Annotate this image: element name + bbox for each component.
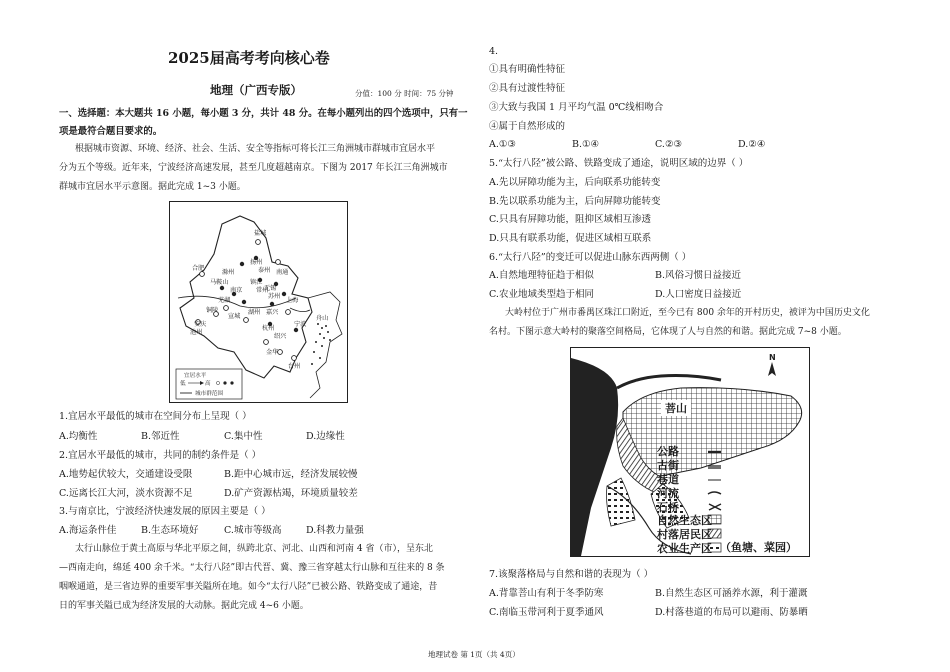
q6-option-a[interactable]: A.自然地理特征趋于相似 xyxy=(489,270,594,281)
map1-city-zhoushan: 舟山 xyxy=(316,315,329,322)
map1-city-suzhou: 苏州 xyxy=(268,293,281,300)
passage2-line4: 日的军事关隘已成为经济发展的大动脉。据此完成 4~6 小题。 xyxy=(59,601,309,611)
passage1-line3: 群城市宜居水平示意图。据此完成 1~3 小题。 xyxy=(59,182,246,192)
passage2-line3: 咽喉通道，是三省边界的重要军事关隘所在地。如今“太行八陉”已被公路、铁路变成了通途，昔 xyxy=(59,582,438,592)
north-arrow-label: N xyxy=(769,353,776,362)
map2-legend-lane: 巷道 xyxy=(657,473,679,486)
map1-legend-low: 低 xyxy=(180,381,186,387)
q1-option-d[interactable]: D.边缘性 xyxy=(306,431,345,442)
map1-city-hangzhou: 杭州 xyxy=(262,325,275,332)
q6-option-c[interactable]: C.农业地域类型趋于相同 xyxy=(489,289,594,300)
q6-stem: 6.“太行八陉”的变迁可以促进山脉东西两侧（ ） xyxy=(489,252,692,263)
map1-legend-title: 宜居水平 xyxy=(184,373,207,379)
q2-option-c[interactable]: C.远离长江大河，淡水资源不足 xyxy=(59,488,193,499)
exam-title: 2025届高考考向核心卷 xyxy=(168,49,330,67)
map1-city-nanjing: 南京 xyxy=(230,287,243,294)
q4-item-1: ①具有明确性特征 xyxy=(489,64,566,75)
q7-option-a[interactable]: A.背靠菩山有利于冬季防寒 xyxy=(489,588,604,599)
q4-option-b[interactable]: B.①④ xyxy=(572,139,600,150)
q3-stem: 3.与南京比，宁波经济快速发展的原因主要是（ ） xyxy=(59,506,271,517)
q4-item-4: ④属于自然形成的 xyxy=(489,121,566,132)
map1-city-nantong: 南通 xyxy=(276,269,289,276)
map1-city-yancheng: 盐城 xyxy=(254,230,267,237)
section-heading-line2: 项是最符合题目要求的。 xyxy=(59,126,163,137)
map1-city-taizhou-js: 泰州 xyxy=(258,267,271,274)
q3-option-d[interactable]: D.科教力量强 xyxy=(306,525,364,536)
q1-option-b[interactable]: B.邻近性 xyxy=(141,431,180,442)
map1-city-jinhua: 金华 xyxy=(266,349,279,356)
map2-mountain-label: 菩山 xyxy=(665,402,687,415)
passage1-line1: 根据城市资源、环境、经济、社会、生活、安全等指标可将长江三角洲城市群城市宜居水平 xyxy=(75,144,436,154)
map1-city-xuancheng: 宣城 xyxy=(228,313,241,320)
q5-option-a[interactable]: A.先以屏障功能为主，后向联系功能转变 xyxy=(489,177,661,188)
map1-city-jiaxing: 嘉兴 xyxy=(266,309,279,316)
section-heading-line1: 一、选择题：本大题共 16 小题，每小题 3 分，共计 48 分。在每小题列出的四个选项中，只有一 xyxy=(59,108,468,119)
q5-option-c[interactable]: C.只具有屏障功能，阻抑区域相互渗透 xyxy=(489,214,651,225)
page-footer: 地理试卷 第 1页（共 4页） xyxy=(428,650,520,659)
map1-city-wuxi: 无锡 xyxy=(264,285,277,292)
q1-option-a[interactable]: A.均衡性 xyxy=(59,431,98,442)
q7-option-c[interactable]: C.南临玉带河利于夏季通风 xyxy=(489,607,604,618)
q3-option-a[interactable]: A.海运条件佳 xyxy=(59,525,117,536)
q2-option-a[interactable]: A.地势起伏较大，交通建设受限 xyxy=(59,469,193,480)
map1-city-taizhou-zj: 台州 xyxy=(288,363,301,370)
map2-legend-old-street: 古街 xyxy=(657,459,679,472)
dalingcun-map xyxy=(570,347,810,557)
passage1-line2: 分为五个等级。近年来，宁波经济高速发展，甚至几度超越南京。下图为 2017 年长江三角洲城市 xyxy=(59,163,448,173)
q4-stem: 4. xyxy=(489,46,499,57)
score-time: 分值：100 分 时间：75 分钟 xyxy=(355,89,454,98)
q5-option-d[interactable]: D.只具有联系功能，促进区域相互联系 xyxy=(489,233,652,244)
map2-legend-stone-bridge: 石桥 xyxy=(657,501,679,514)
map2-legend-river: 河流 xyxy=(657,487,679,500)
q1-stem: 1.宜居水平最低的城市在空间分布上呈现（ ） xyxy=(59,411,252,422)
q5-stem: 5.“太行八陉”被公路、铁路变成了通途，说明区域的边界（ ） xyxy=(489,158,749,169)
passage2-line1: 太行山脉位于黄土高原与华北平原之间，纵跨北京、河北、山西和河南 4 省（市），呈东北 xyxy=(75,544,433,554)
passage3-line1: 大岭村位于广州市番禺区珠江口附近，至今已有 800 余年的开村历史，被评为中国历史文化 xyxy=(505,308,870,318)
q7-option-b[interactable]: B.自然生态区可涵养水源，利于灌溉 xyxy=(655,588,808,599)
map2-legend-eco-zone: 自然生态区 xyxy=(657,514,712,527)
q4-option-d[interactable]: D.②④ xyxy=(738,139,766,150)
yangtze-delta-map xyxy=(169,201,348,403)
yangtze-delta-map-svg xyxy=(170,202,347,402)
map1-city-huzhou: 湖州 xyxy=(248,309,261,316)
map1-city-wuhu: 芜湖 xyxy=(218,297,231,304)
passage3-line2: 名村。下图示意大岭村的聚落空间格局，它体现了人与自然的和谐。据此完成 7~8 小题。 xyxy=(489,327,847,337)
map1-legend-high: 高 xyxy=(205,381,211,387)
q4-option-a[interactable]: A.①③ xyxy=(489,139,516,150)
q3-option-c[interactable]: C.城市等级高 xyxy=(224,525,282,536)
north-arrow-icon xyxy=(768,362,776,376)
q2-option-b[interactable]: B.距中心城市远，经济发展较慢 xyxy=(224,469,358,480)
map1-city-hefei: 合肥 xyxy=(192,265,205,272)
map2-legend-agri: 农业生产区 xyxy=(657,542,712,555)
q2-option-d[interactable]: D.矿产资源枯竭，环境质量较差 xyxy=(224,488,358,499)
map1-city-chuzhou: 滁州 xyxy=(222,269,235,276)
q1-option-c[interactable]: C.集中性 xyxy=(224,431,263,442)
q6-option-b[interactable]: B.风俗习惯日益接近 xyxy=(655,270,742,281)
map1-city-ningbo: 宁波 xyxy=(294,321,307,328)
q4-item-3: ③大致与我国 1 月平均气温 0℃线相吻合 xyxy=(489,102,664,113)
map1-city-changzhou: 常州 xyxy=(256,287,269,294)
map2-legend-agri-note: （鱼塘、菜园） xyxy=(720,541,797,554)
map1-city-chizhou: 池州 xyxy=(190,329,203,336)
map1-city-shanghai: 上海 xyxy=(286,297,299,304)
q3-option-b[interactable]: B.生态环境好 xyxy=(141,525,199,536)
subject-title: 地理（广西专版） xyxy=(210,83,302,97)
q4-item-2: ②具有过渡性特征 xyxy=(489,83,566,94)
q7-option-d[interactable]: D.村落巷道的布局可以避雨、防暴晒 xyxy=(655,607,808,618)
passage2-line2: —西南走向，绵延 400 余千米。“太行八陉”即古代晋、冀、豫三省穿越太行山脉和互往来的 8 条 xyxy=(59,563,445,573)
map1-city-shaoxing: 绍兴 xyxy=(274,333,287,340)
map1-city-yangzhou: 扬州 xyxy=(250,259,263,266)
map2-legend-residential: 村落居民区 xyxy=(657,528,712,541)
q4-option-c[interactable]: C.②③ xyxy=(655,139,682,150)
map1-city-maanshan: 马鞍山 xyxy=(210,279,229,286)
map1-city-zhenjiang: 镇江 xyxy=(250,279,263,286)
q5-option-b[interactable]: B.先以联系功能为主，后向屏障功能转变 xyxy=(489,196,661,207)
q2-stem: 2.宜居水平最低的城市，共同的制约条件是（ ） xyxy=(59,450,262,461)
q6-option-d[interactable]: D.人口密度日益接近 xyxy=(655,289,742,300)
map2-legend-road: 公路 xyxy=(657,445,679,458)
map1-legend-boundary: 城市群范围 xyxy=(195,391,223,397)
map1-city-tongling: 铜陵 xyxy=(206,307,219,314)
map1-city-anqing: 安庆 xyxy=(194,321,207,328)
q7-stem: 7.该聚落格局与自然和谐的表现为（ ） xyxy=(489,569,654,580)
